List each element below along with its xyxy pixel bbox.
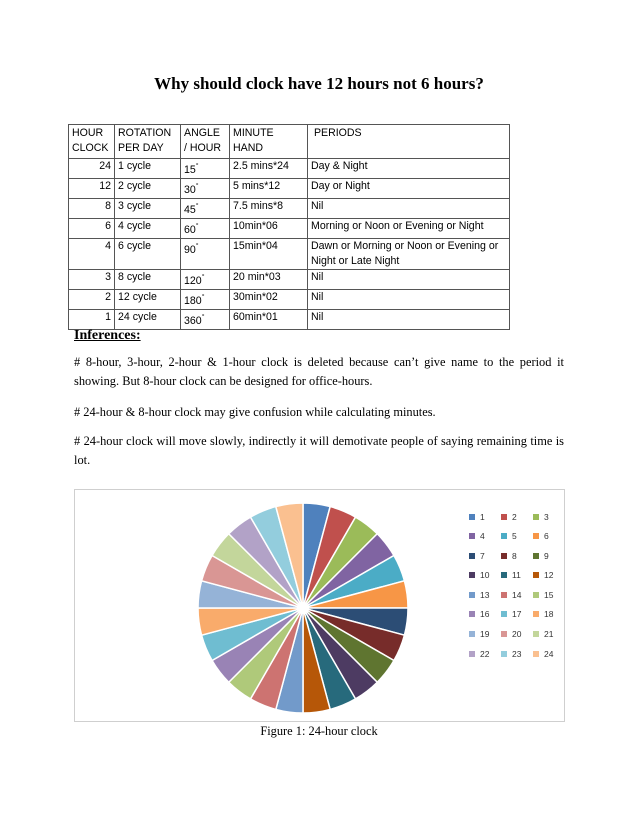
cell-angle: 180° [181, 290, 230, 310]
legend-item-20 [501, 630, 533, 639]
legend-item-22 [469, 649, 501, 658]
cell-rotation: 4 cycle [115, 219, 181, 239]
cell-rotation: 3 cycle [115, 199, 181, 219]
legend-label: 15 [544, 589, 554, 600]
cell-periods: Nil [308, 270, 510, 290]
degree-symbol: ° [195, 223, 199, 230]
legend-swatch [469, 572, 475, 578]
legend-item-5 [501, 532, 533, 541]
legend-item-12 [533, 571, 565, 580]
legend-item-15 [533, 590, 565, 599]
legend-item-11 [501, 571, 533, 580]
cell-angle: 30° [181, 179, 230, 199]
legend-label: 4 [480, 531, 485, 542]
cell-minute-hand: 60min*01 [230, 310, 308, 330]
legend-label: 3 [544, 511, 549, 522]
cell-hour-clock: 8 [69, 199, 115, 219]
legend-label: 21 [544, 629, 554, 640]
cell-hour-clock: 12 [69, 179, 115, 199]
legend-swatch [501, 592, 507, 598]
legend-label: 16 [480, 609, 490, 620]
pie-chart [74, 489, 565, 722]
legend-item-9 [533, 551, 565, 560]
cell-minute-hand: 5 mins*12 [230, 179, 308, 199]
legend-swatch [501, 631, 507, 637]
legend-item-19 [469, 630, 501, 639]
legend-item-1 [469, 512, 501, 521]
cell-hour-clock: 2 [69, 290, 115, 310]
legend-item-3 [533, 512, 565, 521]
header-rotation-per-day: ROTATION PER DAY [115, 125, 181, 159]
legend-item-16 [469, 610, 501, 619]
cell-angle: 15° [181, 159, 230, 179]
cell-angle: 90° [181, 239, 230, 270]
table-row [69, 219, 510, 239]
table-row [69, 310, 510, 330]
cell-rotation: 24 cycle [115, 310, 181, 330]
legend-swatch [501, 572, 507, 578]
table-row [69, 199, 510, 219]
legend-item-17 [501, 610, 533, 619]
cell-minute-hand: 7.5 mins*8 [230, 199, 308, 219]
legend-swatch [469, 611, 475, 617]
legend-label: 8 [512, 550, 517, 561]
legend-item-23 [501, 649, 533, 658]
legend-swatch [501, 533, 507, 539]
legend-swatch [501, 611, 507, 617]
legend-item-7 [469, 551, 501, 560]
cell-periods: Dawn or Morning or Noon or Evening or Night or Late Night [308, 239, 510, 270]
cell-rotation: 1 cycle [115, 159, 181, 179]
degree-symbol: ° [195, 163, 199, 170]
table-row [69, 179, 510, 199]
header-hour-clock: HOUR CLOCK [69, 125, 115, 159]
degree-symbol: ° [201, 314, 205, 321]
legend-label: 23 [512, 648, 522, 659]
cell-rotation: 12 cycle [115, 290, 181, 310]
legend-item-14 [501, 590, 533, 599]
header-periods: PERIODS [308, 125, 510, 159]
cell-rotation: 2 cycle [115, 179, 181, 199]
legend-swatch [533, 611, 539, 617]
legend-swatch [501, 553, 507, 559]
legend-item-2 [501, 512, 533, 521]
degree-symbol: ° [195, 203, 199, 210]
legend-item-4 [469, 532, 501, 541]
legend-swatch [469, 514, 475, 520]
cell-periods: Nil [308, 290, 510, 310]
legend-label: 17 [512, 609, 522, 620]
legend-item-13 [469, 590, 501, 599]
legend-label: 24 [544, 648, 554, 659]
legend-label: 22 [480, 648, 490, 659]
cell-angle: 120° [181, 270, 230, 290]
cell-periods: Day or Night [308, 179, 510, 199]
legend-label: 18 [544, 609, 554, 620]
cell-minute-hand: 15min*04 [230, 239, 308, 270]
table-header-row [69, 125, 510, 159]
legend-label: 20 [512, 629, 522, 640]
cell-rotation: 6 cycle [115, 239, 181, 270]
cell-minute-hand: 10min*06 [230, 219, 308, 239]
cell-angle: 360° [181, 310, 230, 330]
legend-swatch [533, 533, 539, 539]
legend-label: 10 [480, 570, 490, 581]
cell-hour-clock: 6 [69, 219, 115, 239]
legend-label: 12 [544, 570, 554, 581]
legend-label: 9 [544, 550, 549, 561]
cell-minute-hand: 20 min*03 [230, 270, 308, 290]
degree-symbol: ° [201, 274, 205, 281]
legend-label: 1 [480, 511, 485, 522]
legend-label: 13 [480, 589, 490, 600]
cell-hour-clock: 3 [69, 270, 115, 290]
legend-item-21 [533, 630, 565, 639]
legend-swatch [469, 553, 475, 559]
cell-minute-hand: 30min*02 [230, 290, 308, 310]
cell-periods: Day & Night [308, 159, 510, 179]
degree-symbol: ° [195, 243, 199, 250]
figure-caption: Figure 1: 24-hour clock [260, 724, 378, 738]
legend-label: 7 [480, 550, 485, 561]
legend-item-8 [501, 551, 533, 560]
legend-item-24 [533, 649, 565, 658]
legend-swatch [469, 651, 475, 657]
cell-angle: 60° [181, 219, 230, 239]
legend-swatch [533, 514, 539, 520]
table-row [69, 270, 510, 290]
degree-symbol: ° [201, 294, 205, 301]
legend-swatch [533, 651, 539, 657]
legend-item-10 [469, 571, 501, 580]
legend-item-18 [533, 610, 565, 619]
legend-label: 14 [512, 589, 522, 600]
legend-label: 11 [512, 570, 521, 581]
inference-paragraph-3: # 24-hour clock will move slowly, indirectly it will demotivate people of saying remaining time is lot. [74, 434, 564, 467]
legend-label: 6 [544, 531, 549, 542]
legend-swatch [469, 592, 475, 598]
legend-swatch [533, 572, 539, 578]
header-angle-per-hour: ANGLE / HOUR [181, 125, 230, 159]
legend-swatch [533, 631, 539, 637]
cell-hour-clock: 24 [69, 159, 115, 179]
inference-paragraph-2: # 24-hour & 8-hour clock may give confusion while calculating minutes. [74, 405, 436, 419]
cell-periods: Morning or Noon or Evening or Night [308, 219, 510, 239]
table-row [69, 159, 510, 179]
table-row [69, 290, 510, 310]
cell-hour-clock: 1 [69, 310, 115, 330]
cell-minute-hand: 2.5 mins*24 [230, 159, 308, 179]
inferences-heading: Inferences: [74, 328, 141, 343]
legend-swatch [533, 553, 539, 559]
inference-paragraph-1: # 8-hour, 3-hour, 2-hour & 1-hour clock is deleted because can’t give name to the period it showing. But 8-hour clock can be designed for office-hours. [74, 355, 564, 388]
legend-swatch [501, 514, 507, 520]
legend-label: 5 [512, 531, 517, 542]
legend-swatch [469, 533, 475, 539]
cell-periods: Nil [308, 199, 510, 219]
legend-label: 2 [512, 511, 517, 522]
table-row [69, 239, 510, 270]
page-title: Why should clock have 12 hours not 6 hours? [154, 74, 484, 93]
legend-swatch [501, 651, 507, 657]
header-minute-hand: MINUTE HAND [230, 125, 308, 159]
clock-comparison-table [68, 124, 510, 330]
legend-label: 19 [480, 629, 490, 640]
cell-angle: 45° [181, 199, 230, 219]
cell-hour-clock: 4 [69, 239, 115, 270]
cell-rotation: 8 cycle [115, 270, 181, 290]
cell-periods: Nil [308, 310, 510, 330]
degree-symbol: ° [195, 183, 199, 190]
legend-swatch [533, 592, 539, 598]
legend-item-6 [533, 532, 565, 541]
legend-swatch [469, 631, 475, 637]
chart-legend [469, 512, 565, 658]
